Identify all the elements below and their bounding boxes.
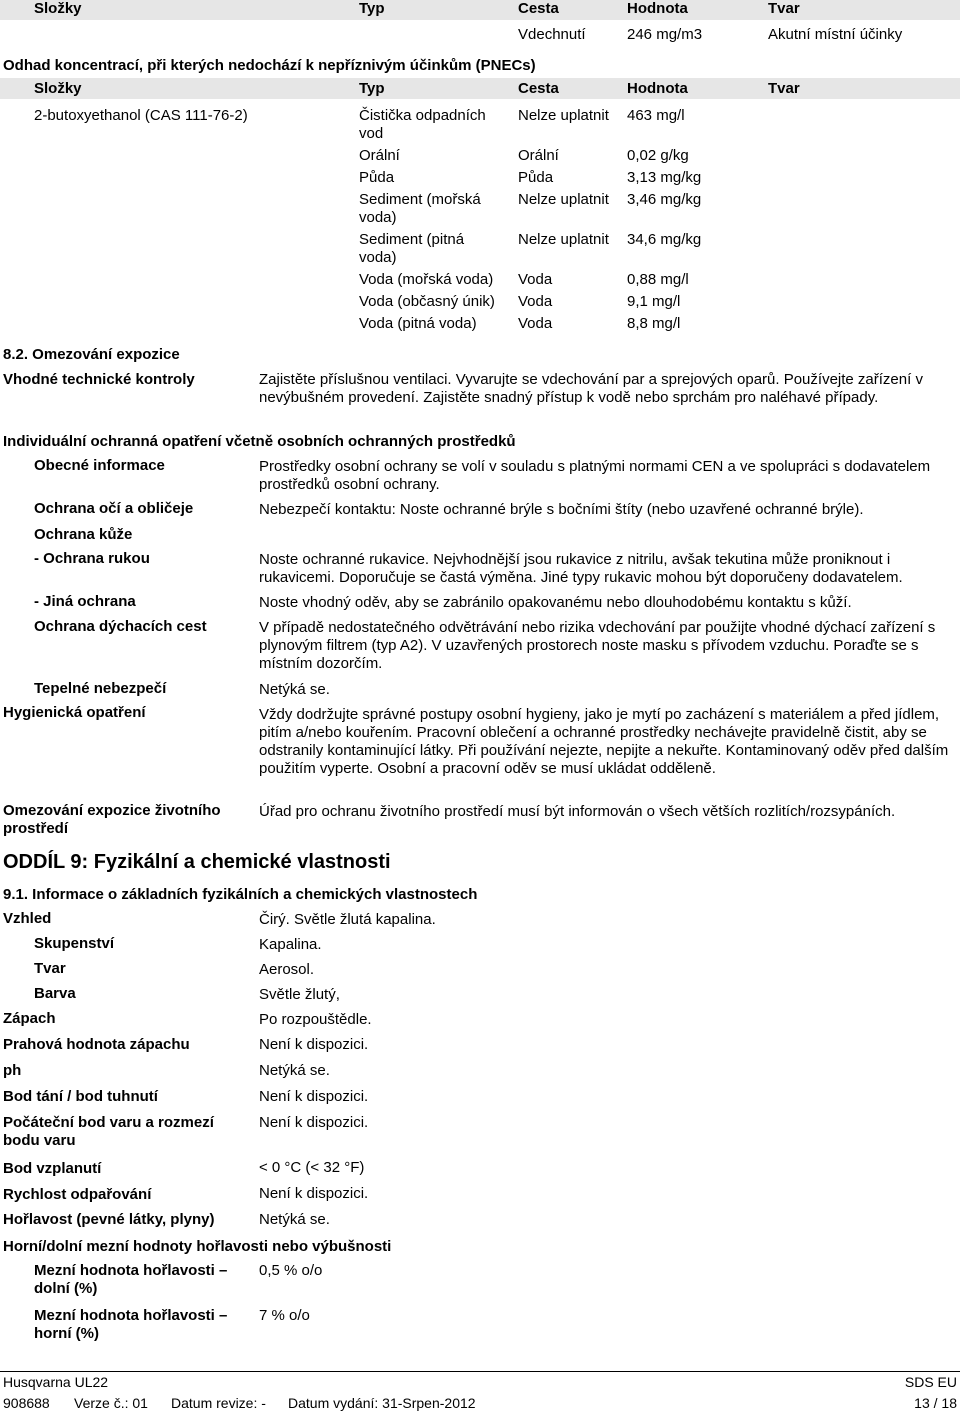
pnec-row-hodnota: 3,46 mg/kg (627, 191, 702, 208)
pnec-title: Odhad koncentrací, při kterých nedochází k nepříznivým účinkům (PNECs) (3, 57, 536, 74)
prop-label: Vzhled (3, 910, 52, 927)
eye-text: Nebezpečí kontaktu: Noste ochranné brýle s bočními štíty (nebo uzavřené ochranné brýle). (259, 501, 864, 518)
pnec-row-hodnota: 3,13 mg/kg (627, 169, 702, 186)
footer-code: 908688 (3, 1395, 50, 1411)
pnec-header-tvar: Tvar (768, 80, 800, 97)
thermal-text: Netýká se. (259, 681, 330, 698)
pnec-row-cesta: Orální (518, 147, 559, 164)
prop-label: Prahová hodnota zápachu (3, 1036, 190, 1053)
footer-rule (0, 1371, 960, 1372)
dnel-header-tvar: Tvar (768, 0, 800, 17)
limits-title: Horní/dolní mezní hodnoty hořlavosti nebo výbušnosti (3, 1238, 392, 1255)
controls-label: Vhodné technické kontroly (3, 371, 195, 388)
prop-label: Barva (34, 985, 76, 1002)
prop-value: < 0 °C (< 32 °F) (259, 1159, 365, 1176)
pnec-row-cesta: Voda (518, 315, 553, 332)
pnec-row-typ: Voda (mořská voda) (359, 271, 494, 288)
pnec-row-hodnota: 0,02 g/kg (627, 147, 689, 164)
dnel-header-hodnota: Hodnota (627, 0, 688, 17)
pnec-header-slozky: Složky (34, 80, 82, 97)
limit-value: 0,5 % o/o (259, 1262, 323, 1279)
pnec-component: 2-butoxyethanol (CAS 111-76-2) (34, 107, 248, 124)
pnec-row-hodnota: 0,88 mg/l (627, 271, 689, 288)
prop-value: Netýká se. (259, 1062, 330, 1079)
prop-label: Bod vzplanutí (3, 1160, 102, 1177)
prop-value: Kapalina. (259, 936, 322, 953)
resp-text: V případě nedostatečného odvětrávání nebo rizika vdechování par použijte vhodné dýchací zařízení s plynovým filtrem (typ A2). V uzavřených prostorech noste masku s přívodem vzduchu. Poraďte se s místním dozorčím. (259, 619, 936, 672)
general-text: Prostředky osobní ochrany se volí v souladu s platnými normami CEN a ve spolupráci s dodavatelem prostředků osobní ochrany. (259, 458, 931, 493)
pnec-row-typ: Voda (pitná voda) (359, 315, 477, 332)
controls-text: Zajistěte příslušnou ventilaci. Vyvarujte se vdechování par a sprejových oparů. Používejte zařízení v nevýbušném provedení. Zajistěte snadný přístup k vodě nebo sprchám pro naléhavé případy. (259, 371, 923, 406)
pnec-row-cesta: Nelze uplatnit (518, 107, 609, 124)
prop-label: Hořlavost (pevné látky, plyny) (3, 1211, 215, 1228)
prop-label: Skupenství (34, 935, 115, 952)
dnel-cesta: Vdechnutí (518, 26, 586, 43)
pnec-row-cesta: Nelze uplatnit (518, 231, 609, 248)
env-text: Úřad pro ochranu životního prostředí musí být informován o všech větších rozlitích/rozsypáních. (259, 803, 896, 820)
prop-value: Není k dispozici. (259, 1185, 369, 1202)
resp-label: Ochrana dýchacích cest (34, 618, 207, 635)
pnec-row-cesta: Voda (518, 271, 553, 288)
pnec-row-cesta: Voda (518, 293, 553, 310)
pnec-row-hodnota: 463 mg/l (627, 107, 685, 124)
prop-value: Aerosol. (259, 961, 315, 978)
ppe-title: Individuální ochranná opatření včetně osobních ochranných prostředků (3, 433, 516, 450)
section-9-1-title: 9.1. Informace o základních fyzikálních a chemických vlastnostech (3, 886, 478, 903)
dnel-hodnota: 246 mg/m3 (627, 26, 703, 43)
footer-product: Husqvarna UL22 (3, 1374, 109, 1390)
pnec-row-cesta: Nelze uplatnit (518, 191, 609, 208)
prop-label: Počáteční bod varu a rozmezí bodu varu (3, 1114, 214, 1149)
prop-label: Zápach (3, 1010, 56, 1027)
other-text: Noste vhodný oděv, aby se zabránilo opakovanému nebo dlouhodobému kontaktu s kůží. (259, 594, 852, 611)
prop-label: Tvar (34, 960, 66, 977)
dnel-header-typ: Typ (359, 0, 385, 17)
dnel-header-cesta: Cesta (518, 0, 559, 17)
pnec-row-typ: Sediment (pitná voda) (359, 231, 465, 266)
footer-issue: Datum vydání: 31-Srpen-2012 (288, 1395, 476, 1411)
prop-label: ph (3, 1062, 22, 1079)
footer-revision: Datum revize: - (171, 1395, 266, 1411)
section-9-title: ODDÍL 9: Fyzikální a chemické vlastnosti (3, 851, 391, 873)
prop-value: Světle žlutý, (259, 986, 340, 1003)
limit-label: Mezní hodnota hořlavosti – horní (%) (34, 1307, 228, 1342)
limit-value: 7 % o/o (259, 1307, 310, 1324)
prop-value: Není k dispozici. (259, 1036, 369, 1053)
prop-value: Čirý. Světle žlutá kapalina. (259, 911, 436, 928)
skin-label: Ochrana kůže (34, 526, 133, 543)
pnec-row-hodnota: 9,1 mg/l (627, 293, 681, 310)
section-8-2-title: 8.2. Omezování expozice (3, 346, 180, 363)
footer-page: 13 / 18 (914, 1395, 957, 1411)
pnec-header-band (0, 78, 960, 99)
footer-sds: SDS EU (904, 1374, 957, 1390)
pnec-row-typ: Půda (359, 169, 395, 186)
pnec-row-hodnota: 34,6 mg/kg (627, 231, 702, 248)
hygiene-text: Vždy dodržujte správné postupy osobní hygieny, jako je mytí po zacházení s materiálem a před jídlem, pitím a/nebo kouřením. Pracovní oblečení a ochranné prostředky nechávejte pravidelně čistit, aby se odstranily kontaminující látky. Při používání nejezte, nepijte a nekuřte. Kontaminovaný oděv před dalším použitím vyperte. Osobní a pracovní oděv se musí ukládat odděleně. (259, 706, 949, 777)
pnec-row-hodnota: 8,8 mg/l (627, 315, 681, 332)
dnel-header-band (0, 0, 960, 20)
pnec-row-typ: Orální (359, 147, 400, 164)
general-label: Obecné informace (34, 457, 165, 474)
other-label: - Jiná ochrana (34, 593, 136, 610)
thermal-label: Tepelné nebezpečí (34, 680, 167, 697)
pnec-header-hodnota: Hodnota (627, 80, 688, 97)
pnec-row-typ: Sediment (mořská voda) (359, 191, 481, 226)
pnec-row-typ: Čistička odpadních vod (359, 107, 486, 142)
prop-value: Není k dispozici. (259, 1088, 369, 1105)
dnel-tvar: Akutní místní účinky (768, 26, 903, 43)
pnec-header-typ: Typ (359, 80, 385, 97)
prop-value: Není k dispozici. (259, 1114, 369, 1131)
limit-label: Mezní hodnota hořlavosti – dolní (%) (34, 1262, 228, 1297)
prop-value: Netýká se. (259, 1211, 330, 1228)
env-label: Omezování expozice životního prostředí (3, 802, 221, 837)
footer-version: Verze č.: 01 (74, 1395, 148, 1411)
prop-label: Bod tání / bod tuhnutí (3, 1088, 158, 1105)
hand-label: - Ochrana rukou (34, 550, 150, 567)
dnel-header-slozky: Složky (34, 0, 82, 17)
pnec-header-cesta: Cesta (518, 80, 559, 97)
hand-text: Noste ochranné rukavice. Nejvhodnější jsou rukavice z nitrilu, avšak tekutina může proniknout i rukavicemi. Doporučuje se častá výměna. Jiné typy rukavic mohou být doporučeny dodavatelem. (259, 551, 903, 586)
prop-value: Po rozpouštědle. (259, 1011, 372, 1028)
hygiene-label: Hygienická opatření (3, 704, 146, 721)
eye-label: Ochrana očí a obličeje (34, 500, 194, 517)
prop-label: Rychlost odpařování (3, 1186, 152, 1203)
pnec-row-typ: Voda (občasný únik) (359, 293, 495, 310)
pnec-row-cesta: Půda (518, 169, 554, 186)
